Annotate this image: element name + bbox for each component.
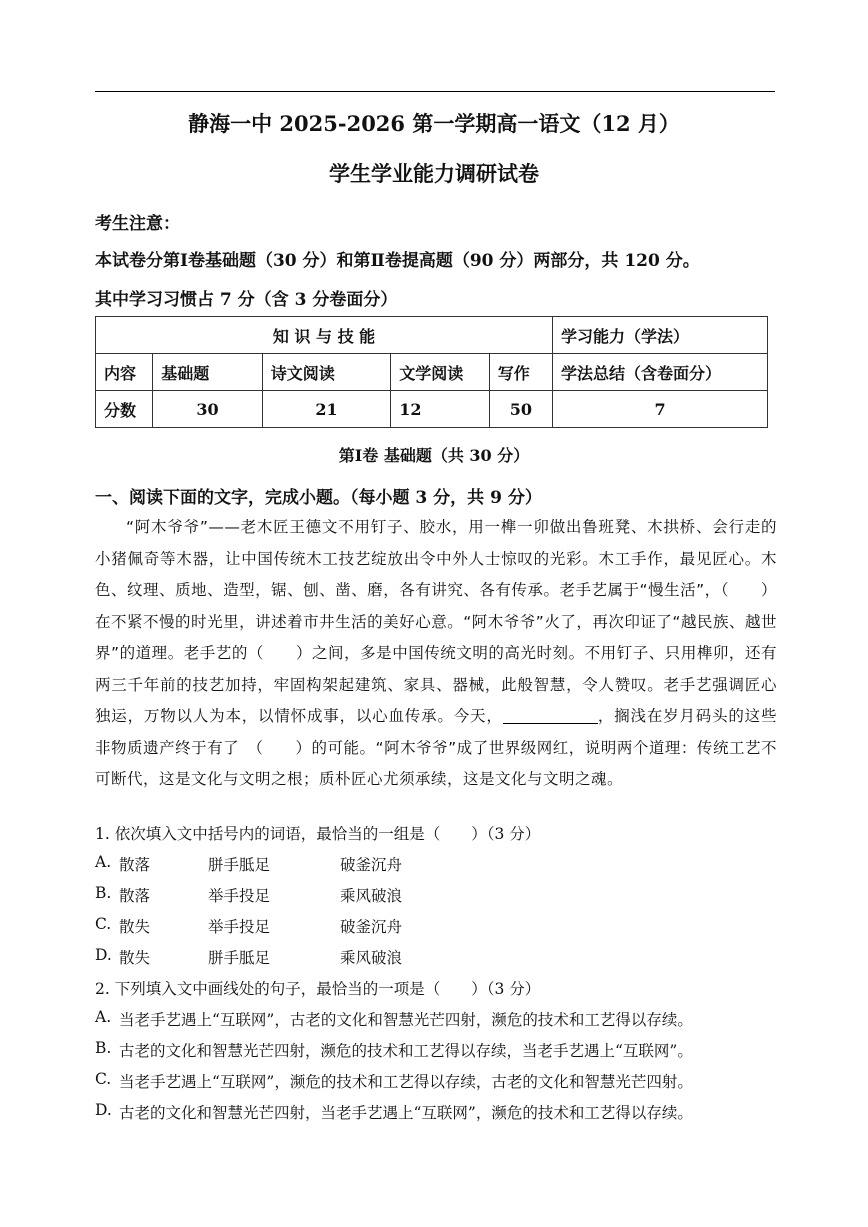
notice-line-1: 本试卷分第Ⅰ卷基础题（30 分）和第Ⅱ卷提高题（90 分）两部分，共 120 分。 bbox=[95, 251, 700, 271]
header-rule bbox=[95, 91, 775, 92]
table-score-cell: 50 bbox=[489, 391, 552, 428]
exam-title: 静海一中 2025-2026 第一学期高一语文（12 月） bbox=[188, 111, 680, 136]
table-col-name: 文学阅读 bbox=[391, 354, 489, 391]
option-word: 胼手胝足 bbox=[208, 856, 271, 874]
option-letter: A. bbox=[95, 853, 112, 871]
option-letter: B. bbox=[95, 884, 112, 902]
option-letter: A. bbox=[95, 1008, 112, 1026]
option-text: 当老手艺遇上“互联网”，濒危的技术和工艺得以存续，古老的文化和智慧光芒四射。 bbox=[119, 1073, 693, 1091]
notice-label: 考生注意： bbox=[95, 214, 180, 234]
option-word: 散失 bbox=[119, 949, 151, 967]
option-word: 破釜沉舟 bbox=[340, 918, 403, 936]
option-letter: C. bbox=[95, 915, 112, 933]
question-group-heading: 一、阅读下面的文字，完成小题。（每小题 3 分，共 9 分） bbox=[95, 488, 542, 508]
option-word: 散失 bbox=[119, 918, 151, 936]
option-word: 举手投足 bbox=[208, 918, 271, 936]
option-word: 乘风破浪 bbox=[340, 887, 403, 905]
table-group-knowledge: 知 识 与 技 能 bbox=[96, 317, 553, 354]
table-group-ability: 学习能力（学法） bbox=[553, 317, 768, 354]
table-col-name: 写作 bbox=[489, 354, 552, 391]
option-text: 古老的文化和智慧光芒四射，当老手艺遇上“互联网”，濒危的技术和工艺得以存续。 bbox=[119, 1104, 693, 1122]
table-score-cell: 30 bbox=[153, 391, 262, 428]
question-2-stem: 2. 下列填入文中画线处的句子，最恰当的一项是（ ）（3 分） bbox=[95, 980, 541, 998]
table-score-cell: 7 bbox=[553, 391, 768, 428]
table-col-name: 学法总结（含卷面分） bbox=[553, 354, 768, 391]
option-word: 散落 bbox=[119, 856, 151, 874]
option-word: 胼手胝足 bbox=[208, 949, 271, 967]
table-col-name: 诗文阅读 bbox=[262, 354, 391, 391]
section-title: 第Ⅰ卷 基础题（共 30 分） bbox=[338, 446, 530, 465]
exam-subtitle: 学生学业能力调研试卷 bbox=[329, 161, 539, 186]
answer-blank-line bbox=[503, 708, 598, 725]
table-score-cell: 21 bbox=[262, 391, 391, 428]
option-word: 破釜沉舟 bbox=[340, 856, 403, 874]
table-row-label-content: 内容 bbox=[96, 354, 153, 391]
table-score-cell: 12 bbox=[391, 391, 489, 428]
passage-text-part2: ，搁浅在岁月码头的这些非物质遗产终于有了 （ ）的可能。“阿木爷爷”成了世界级网红，说明两个道理：传统工艺不可断代，这是文化与文明之根；质朴匠心尤须承续，这是文化与文明之魂。 bbox=[95, 707, 777, 788]
option-letter: B. bbox=[95, 1039, 112, 1057]
option-text: 古老的文化和智慧光芒四射，濒危的技术和工艺得以存续，当老手艺遇上“互联网”。 bbox=[119, 1042, 693, 1060]
notice-line-2: 其中学习习惯占 7 分（含 3 分卷面分） bbox=[95, 290, 398, 310]
option-word: 举手投足 bbox=[208, 887, 271, 905]
table-row-label-score: 分数 bbox=[96, 391, 153, 428]
option-word: 散落 bbox=[119, 887, 151, 905]
passage-text-part1: “阿木爷爷”——老木匠王德文不用钉子、胶水，用一榫一卯做出鲁班凳、木拱桥、会行走的小猪佩奇等木器，让中国传统木工技艺绽放出令中外人士惊叹的光彩。木工手作，最见匠心。木色、纹理、质地、造型，锯、刨、凿、磨，各有讲究、各有传承。老手艺属于“慢生活”，（ ）在不紧不慢的时光里，讲述着市井生活的美好心意。“阿木爷爷”火了，再次印证了“越民族、越世界”的道理。老手艺的（ ）之间，多是中国传统文明的高光时刻。不用钉子、只用榫卯，还有两三千年前的技艺加持，牢固构架起建筑、家具、器械，此般智慧，令人赞叹。老手艺强调匠心独运，万物以人为本，以情怀成事，以心血传承。今天， bbox=[95, 518, 777, 725]
question-1-stem: 1. 依次填入文中括号内的词语，最恰当的一组是（ ）（3 分） bbox=[95, 825, 541, 843]
option-letter: C. bbox=[95, 1070, 112, 1088]
option-word: 乘风破浪 bbox=[340, 949, 403, 967]
reading-passage bbox=[95, 512, 777, 796]
score-table bbox=[95, 316, 768, 428]
option-letter: D. bbox=[95, 1101, 112, 1119]
option-text: 当老手艺遇上“互联网”，古老的文化和智慧光芒四射，濒危的技术和工艺得以存续。 bbox=[119, 1011, 693, 1029]
option-letter: D. bbox=[95, 946, 112, 964]
table-col-name: 基础题 bbox=[153, 354, 262, 391]
